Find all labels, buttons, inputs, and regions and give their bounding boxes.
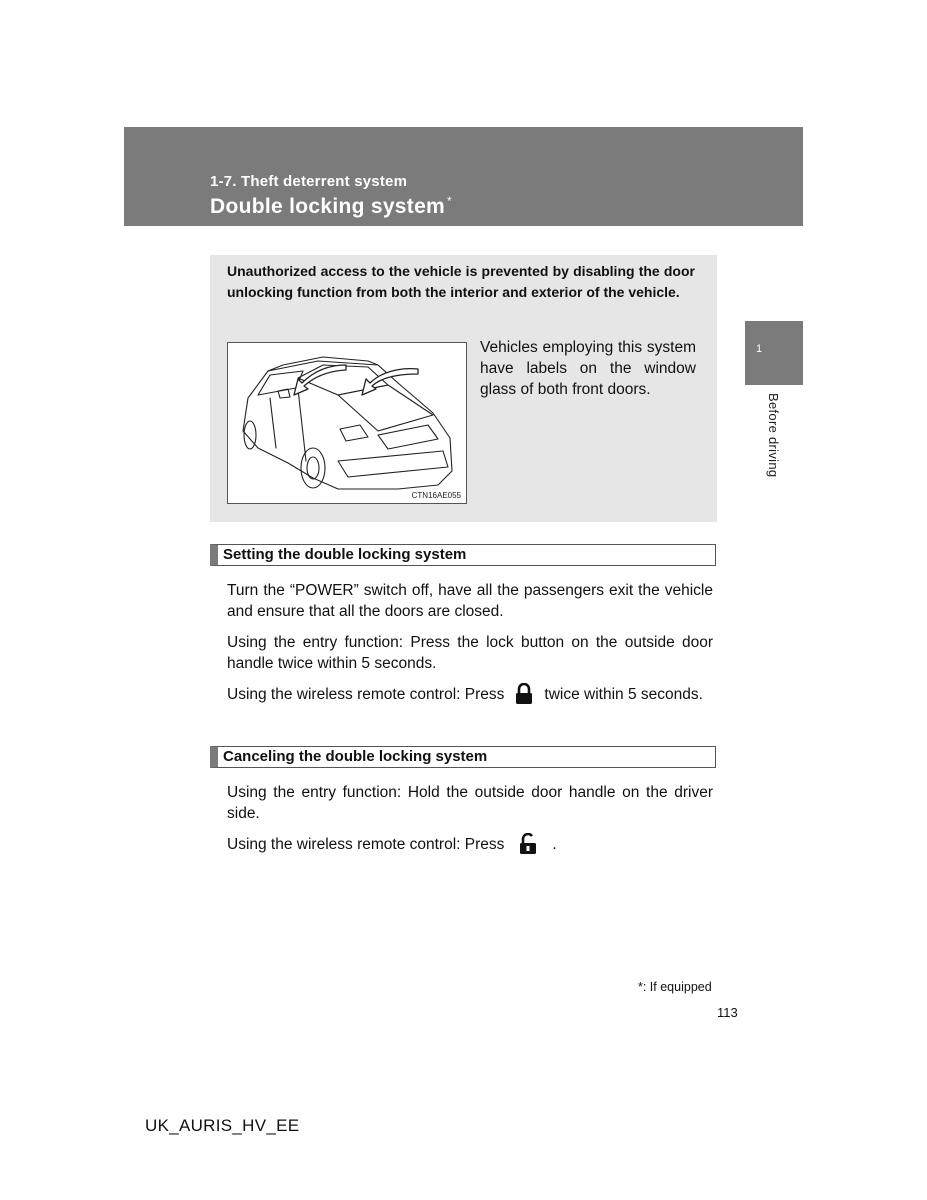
intro-side-text: Vehicles employing this system have labels on the window glass of both front doors.	[480, 339, 696, 398]
document-code: UK_AURIS_HV_EE	[145, 1116, 300, 1135]
car-hood	[338, 385, 433, 431]
canceling-para-entry: Using the entry function: Hold the outside door handle on the driver side.	[227, 784, 713, 822]
canceling-remote-before: Using the wireless remote control: Press	[227, 836, 505, 853]
unlock-icon	[514, 833, 542, 857]
canceling-para-remote	[227, 833, 713, 857]
canceling-heading-text: Canceling the double locking system	[223, 748, 488, 765]
section-label: 1-7. Theft deterrent system	[210, 173, 408, 190]
setting-para-entry: Using the entry function: Press the lock button on the outside door handle twice within 5 seconds.	[227, 634, 713, 672]
car-bumper	[338, 451, 448, 477]
title-mark: *	[447, 194, 453, 208]
setting-para-remote	[227, 683, 713, 707]
car-illustration	[227, 342, 467, 504]
chapter-tab-label: Before driving	[766, 393, 781, 478]
chapter-tab-number: 1	[756, 343, 763, 355]
label-arrow-right	[362, 369, 418, 395]
page-number: 113	[717, 1005, 738, 1020]
setting-heading	[210, 544, 716, 566]
canceling-heading	[210, 746, 716, 768]
car-drawing	[228, 343, 466, 503]
car-front-wheel	[301, 448, 325, 488]
car-mirror	[278, 389, 290, 398]
canceling-remote-after: .	[552, 836, 557, 853]
footnote: *: If equipped	[638, 980, 712, 994]
intro-box	[210, 255, 717, 522]
page-title-text: Double locking system	[210, 195, 446, 218]
page-title	[210, 194, 452, 219]
chapter-tab[interactable]	[745, 321, 803, 385]
setting-heading-text: Setting the double locking system	[223, 546, 467, 563]
intro-text: Unauthorized access to the vehicle is prevented by disabling the door unlocking function from both the interior and exterior of the vehicle.	[227, 263, 695, 300]
setting-remote-before: Using the wireless remote control: Press	[227, 686, 505, 703]
setting-remote-after: twice within 5 seconds.	[544, 686, 703, 703]
setting-para-power: Turn the “POWER” switch off, have all the passengers exit the vehicle and ensure that all the doors are closed.	[227, 582, 713, 620]
car-headlight	[340, 425, 368, 441]
car-door-line	[270, 389, 306, 461]
lock-icon	[510, 683, 538, 707]
illustration-code: CTN16AE055	[411, 491, 461, 500]
